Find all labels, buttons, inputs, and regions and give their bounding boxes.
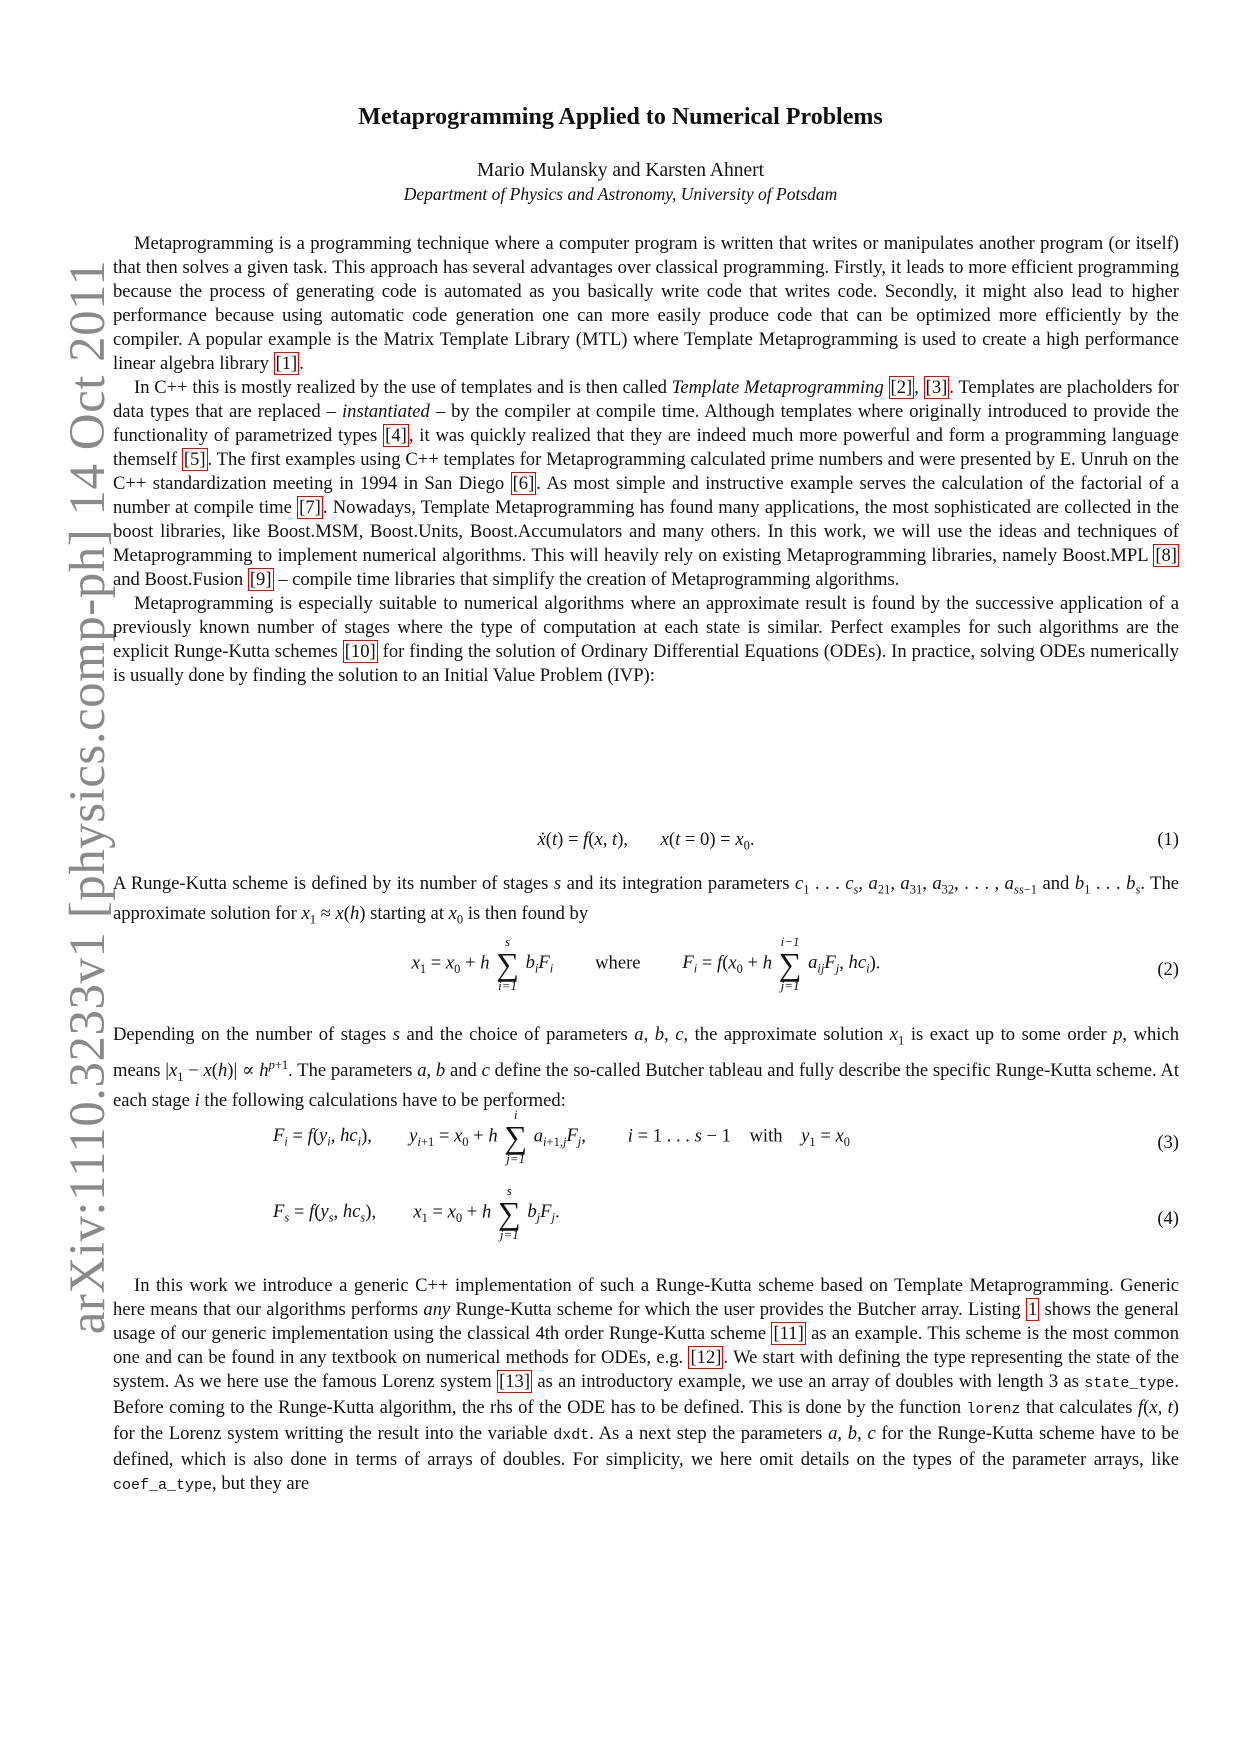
code-lorenz: lorenz [966,1401,1021,1418]
citation-link[interactable]: [11] [773,1323,804,1344]
equation-number: (4) [1157,1208,1179,1229]
paragraph: In C++ this is mostly realized by the use of templates and is then called Template Metaprogramming [2] , [3] . Templates are placholders for data types that are replaced – instantiated – by the compiler at compile time. Although templates where originally introduced to provide the functionality of parametrized types [4] , it was quickly realized that they are indeed much more powerful and form a programming language themself [5] . The first examples using C++ templates for Metaprogramming calculated prime numbers and were presented by E. Unruh on the C++ standardization meeting in 1994 in San Diego [6] . As most simple and instructive example serves the calculation of the factorial of a number at compile time [7] . Nowadays, Template Metaprogramming has found many applications, the most sophisticated are collected in the boost libraries, like Boost.MSM, Boost.Units, Boost.Accumulators and many others. In this work, we will use the ideas and techniques of Metaprogramming to implement numerical algorithms. This will heavily rely on existing Metaprogramming libraries, namely Boost.MPL [8] and Boost.Fusion [9] – compile time libraries that simplify the creation of Metaprogramming algorithms. [113,377,1180,590]
citation-link[interactable]: [1] [275,353,298,374]
equation-number: (2) [1157,959,1179,980]
equation-number: (3) [1157,1132,1179,1153]
citation-link[interactable]: [12] [690,1347,722,1368]
implementation-text [113,1274,1179,1498]
paragraph: Metaprogramming is a programming technique where a computer program is written that writes or manipulates another program (or itself) that then solves a given task. This approach has several advantages over classical programming. Firstly, it leads to more efficient programming because the process of generating code is automated as you basically write code that writes code. Secondly, it might also lead to higher performance because using automatic code generation one can more easily produce code that can be optimized more efficiently by the compiler. A popular example is the Matrix Template Library (MTL) where Template Metaprogramming is used to create a high performance linear algebra library [1] . [113,233,1179,374]
equation-3: $F_i = f(y_i$, $hc_i$), $y_{i+1} = x_0 + h$ i ∑ j=1 $a_{i+1,j}F_j$, i = 1 . . . s − 1 with $y_1 = x_0$ (3) [273,1107,1179,1166]
paragraph: Depending on the number of stages s and the choice of parameters a, b, c, the approximate solution $x_1$ is exact up to some order p, which means $|x_1 - x(h)| \propto h^{p+1}$. The parameters a, b and c define the so-called Butcher tableau and fully describe the specific Runge-Kutta scheme. At each stage i the following calculations have to be performed: [113,1024,1179,1111]
paragraph: Metaprogramming is especially suitable to numerical algorithms where an approximate result is found by the successive application of a previously known number of stages where the type of computation at each state is similar. Perfect examples for such algorithms are the explicit Runge-Kutta schemes [10] for finding the solution of Ordinary Differential Equations (ODEs). In practice, solving ODEs numerically is usually done by finding the solution to an Initial Value Problem (IVP): [113,593,1179,686]
rk-definition-text [113,872,1179,931]
paper-authors: Mario Mulansky and Karsten Ahnert [476,160,765,181]
summation-symbol: i−1 ∑ j=1 [778,934,802,993]
equation-number: (1) [1157,829,1179,850]
equation-1: ẋ(t) = f(x, t), $x(t = 0) = x_0$. (1) [537,829,1179,853]
citation-link[interactable]: [4] [385,425,407,446]
summation-symbol: s ∑ j=1 [497,1183,521,1242]
listing-link[interactable]: 1 [1027,1299,1038,1320]
equation-2: $x_1 = x_0 + h$ s ∑ i=1 $b_iF_i$ where $F_i = f(x_0 + h$ i−1 ∑ j=1 $a_{ij}F_j$, $hc_i$). (2) [411,934,1179,993]
summation-symbol: s ∑ i=1 [496,934,519,993]
equation-4: $F_s = f(y_s$, $hc_s$), $x_1 = x_0 + h$ s ∑ j=1 $b_jF_j$. (4) [273,1183,1179,1242]
citation-link[interactable]: [3] [925,377,948,398]
citation-link[interactable]: [6] [512,473,535,494]
citation-link[interactable]: [9] [249,569,272,590]
paragraph: A Runge-Kutta scheme is defined by its number of stages s and its integration parameters $c_1$ . . . $c_s$, $a_{21}$, $a_{31}$, $a_{32}$, . . . , $a_{ss-1}$ and $b_1$ . . . $b_s$. The approximate solution for $x_1 \approx x(h)$ starting at $x_0$ is then found by [113,873,1180,927]
code-state-type: state_type [1084,1375,1175,1392]
citation-link[interactable]: [13] [499,1371,531,1392]
code-dxdt: dxdt [553,1427,590,1444]
arxiv-side-stamp: arXiv:1110.3233v1 [physics.comp-ph] 14 Oct 2011 [60,259,116,1335]
citation-link[interactable]: [7] [299,497,321,518]
intro-text [113,232,1179,688]
summation-symbol: i ∑ j=1 [504,1107,528,1166]
paper-title: Metaprogramming Applied to Numerical Problems [358,104,883,130]
butcher-text [113,1023,1179,1113]
code-coef-a-type: coef_a_type [113,1477,213,1494]
paper-affiliation: Department of Physics and Astronomy, University of Potsdam [403,184,838,204]
citation-link[interactable]: [8] [1155,545,1177,566]
citation-link[interactable]: [10] [344,641,376,662]
citation-link[interactable]: [5] [183,449,206,470]
paragraph: In this work we introduce a generic C++ implementation of such a Runge-Kutta scheme based on Template Metaprogramming. Generic here means that our algorithms performs any Runge-Kutta scheme for which the user provides the Butcher array. Listing 1 shows the general usage of our generic implementation using the classical 4th order Runge-Kutta scheme [11] as an example. This scheme is the most common one and can be found in any textbook on numerical methods for ODEs, e.g. [12] . We start with defining the type representing the state of the system. As we here use the famous Lorenz system [13] as an introductory example, we use an array of doubles with length 3 as state_type. Before coming to the Runge-Kutta algorithm, the rhs of the ODE has to be defined. This is done by the function lorenz that calculates f(x, t) for the Lorenz system writting the result into the variable dxdt. As a next step the parameters a, b, c for the Runge-Kutta scheme have to be defined, which is also done in terms of arrays of doubles. For simplicity, we here omit details on the types of the parameter arrays, like coef_a_type, but they are [113,1275,1180,1494]
citation-link[interactable]: [2] [890,377,913,398]
